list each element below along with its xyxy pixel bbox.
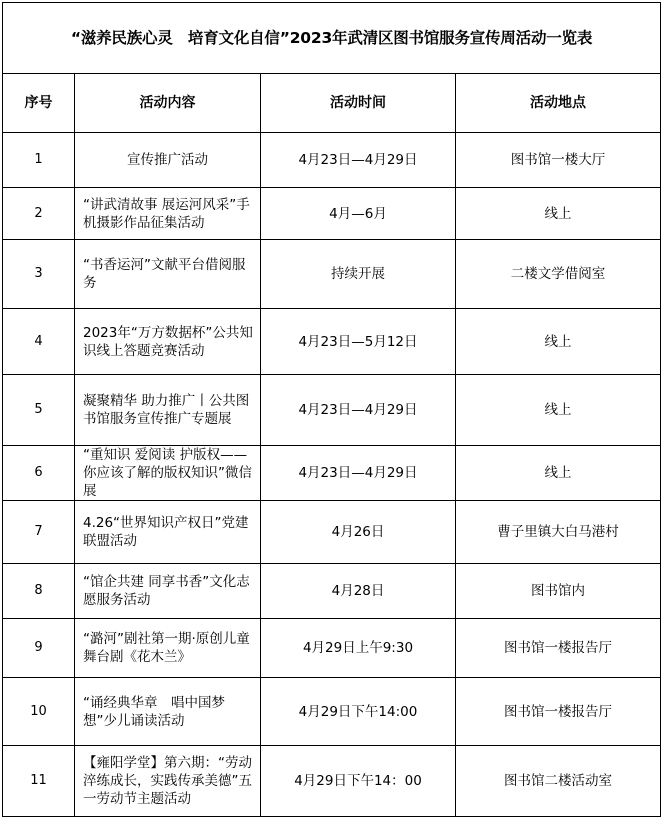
row-place: 二楼文学借阅室 [456, 240, 661, 309]
row-no: 4 [3, 309, 75, 375]
row-place: 图书馆一楼报告厅 [456, 678, 661, 746]
row-no: 5 [3, 375, 75, 446]
row-time: 持续开展 [261, 240, 456, 309]
row-place: 线上 [456, 309, 661, 375]
row-content: 宣传推广活动 [75, 133, 261, 188]
row-place: 线上 [456, 375, 661, 446]
row-no: 7 [3, 501, 75, 564]
row-time: 4月—6月 [261, 188, 456, 240]
row-place: 图书馆一楼大厅 [456, 133, 661, 188]
table-row [3, 133, 661, 188]
row-content: “潞河”剧社第一期·原创儿童舞台剧《花木兰》 [75, 619, 261, 678]
row-time: 4月28日 [261, 564, 456, 619]
row-content: 4.26“世界知识产权日”党建联盟活动 [75, 501, 261, 564]
row-no: 9 [3, 619, 75, 678]
row-time: 4月26日 [261, 501, 456, 564]
header-place: 活动地点 [456, 74, 661, 133]
activity-table [2, 2, 661, 817]
table-row [3, 564, 661, 619]
row-no: 8 [3, 564, 75, 619]
row-content: “书香运河”文献平台借阅服务 [75, 240, 261, 309]
row-content: “馆企共建 同享书香”文化志愿服务活动 [75, 564, 261, 619]
table-row [3, 309, 661, 375]
table-row [3, 188, 661, 240]
row-place: 曹子里镇大白马港村 [456, 501, 661, 564]
row-place: 线上 [456, 188, 661, 240]
row-content: 凝聚精华 助力推广丨公共图书馆服务宣传推广专题展 [75, 375, 261, 446]
row-no: 2 [3, 188, 75, 240]
row-place: 图书馆内 [456, 564, 661, 619]
row-time: 4月23日—4月29日 [261, 133, 456, 188]
row-time: 4月23日—5月12日 [261, 309, 456, 375]
table-title: “滋养民族心灵 培育文化自信”2023年武清区图书馆服务宣传周活动一览表 [3, 3, 661, 74]
row-no: 1 [3, 133, 75, 188]
table-row [3, 446, 661, 501]
row-content: “重知识 爱阅读 护版权——你应该了解的版权知识”微信展 [75, 446, 261, 501]
row-content: 2023年“万方数据杯”公共知识线上答题竞赛活动 [75, 309, 261, 375]
row-place: 图书馆一楼报告厅 [456, 619, 661, 678]
row-content: 【雍阳学堂】第六期：“劳动淬练成长，实践传承美德”五一劳动节主题活动 [75, 746, 261, 817]
header-content: 活动内容 [75, 74, 261, 133]
row-time: 4月29日上午9:30 [261, 619, 456, 678]
header-row [3, 74, 661, 133]
table-row [3, 619, 661, 678]
row-no: 11 [3, 746, 75, 817]
table-row [3, 375, 661, 446]
table-row [3, 501, 661, 564]
row-time: 4月29日下午14：00 [261, 746, 456, 817]
row-content: “诵经典华章 唱中国梦想”少儿诵读活动 [75, 678, 261, 746]
table-row [3, 678, 661, 746]
row-no: 3 [3, 240, 75, 309]
row-place: 线上 [456, 446, 661, 501]
header-time: 活动时间 [261, 74, 456, 133]
row-no: 10 [3, 678, 75, 746]
row-place: 图书馆二楼活动室 [456, 746, 661, 817]
row-time: 4月23日—4月29日 [261, 375, 456, 446]
title-row [3, 3, 661, 74]
table-row [3, 240, 661, 309]
row-time: 4月23日—4月29日 [261, 446, 456, 501]
table-row [3, 746, 661, 817]
row-content: “讲武清故事 展运河风采”手机摄影作品征集活动 [75, 188, 261, 240]
row-time: 4月29日下午14:00 [261, 678, 456, 746]
header-no: 序号 [3, 74, 75, 133]
row-no: 6 [3, 446, 75, 501]
